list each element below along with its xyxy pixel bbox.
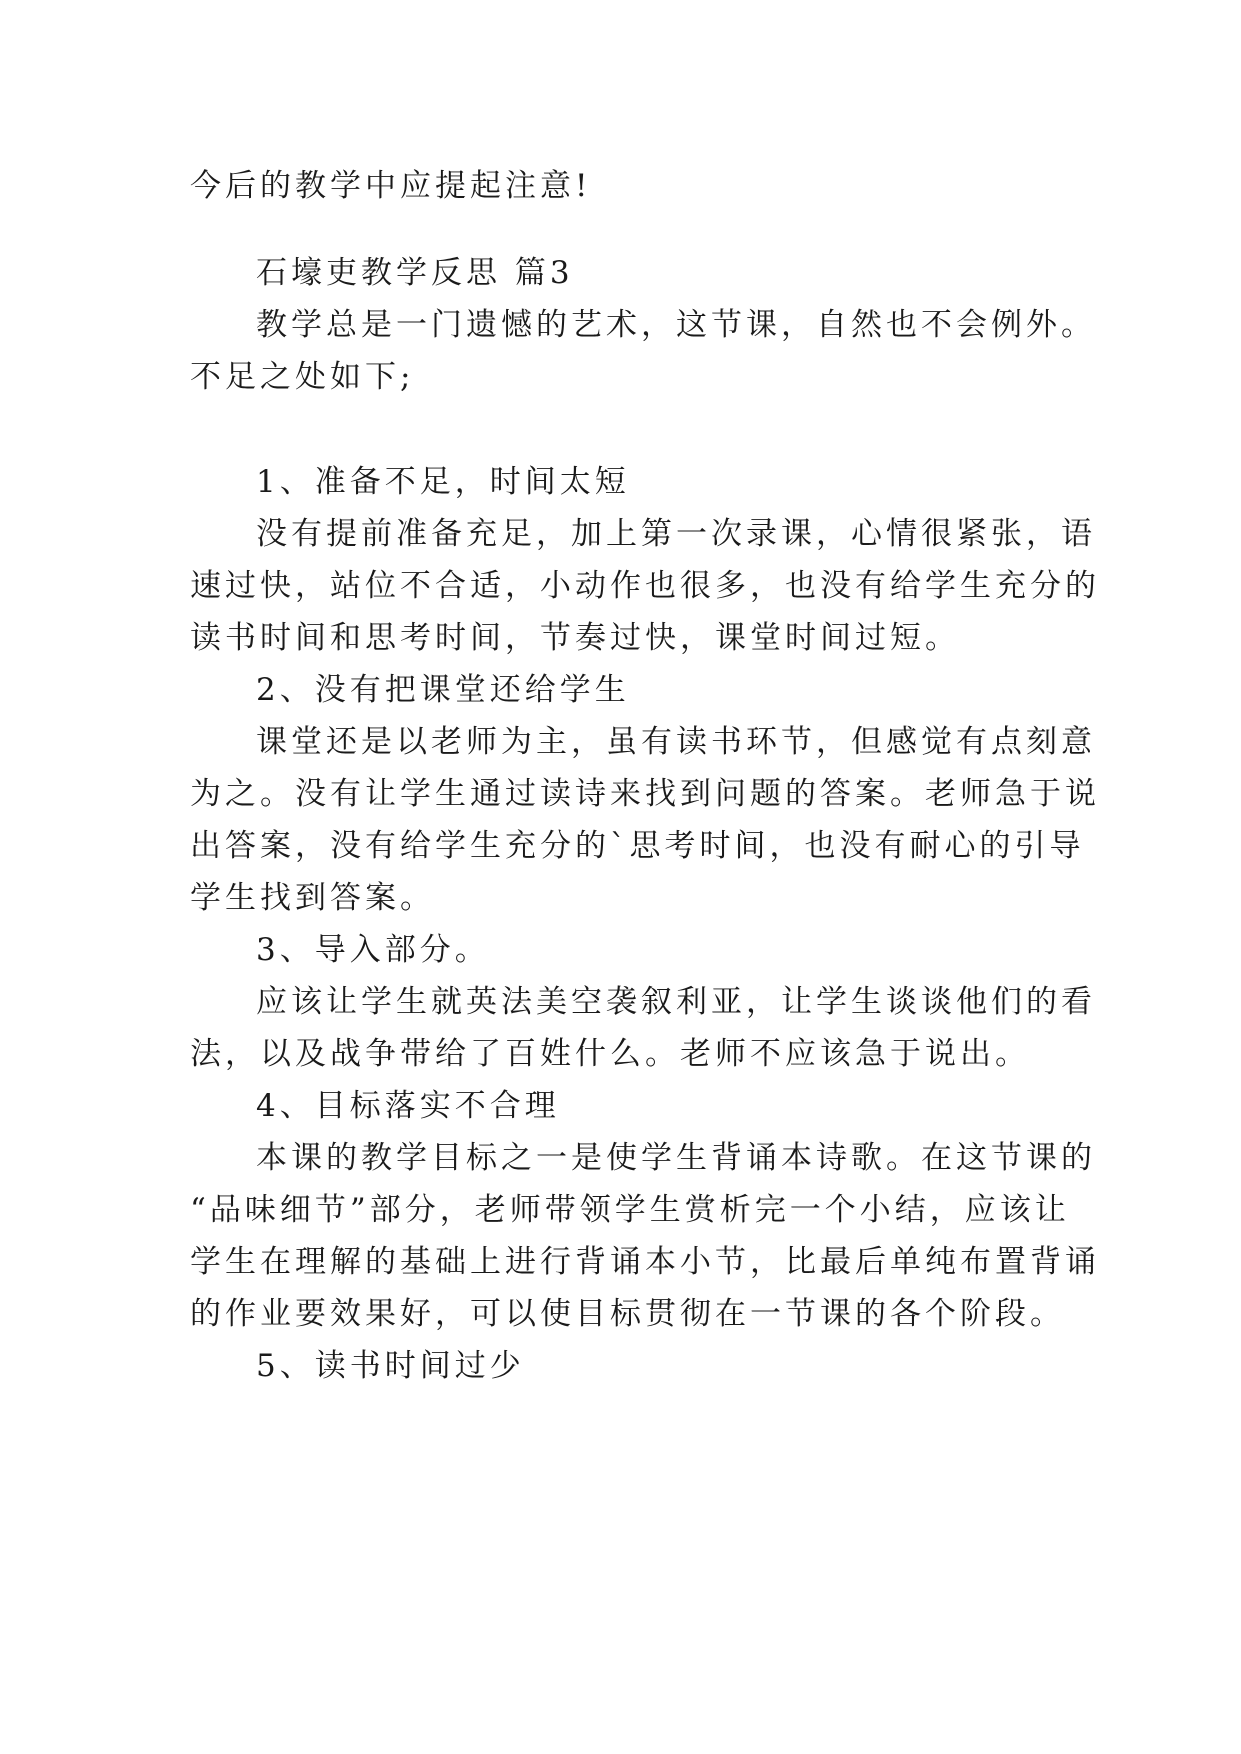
paragraph-line: 学生找到答案。: [190, 880, 435, 916]
paragraph-line: 教学总是一门遗憾的艺术，这节课，自然也不会例外。: [256, 307, 1096, 343]
item-heading: 1、准备不足，时间太短: [256, 464, 630, 500]
section-title: 石壕吏教学反思 篇3: [256, 255, 574, 291]
paragraph-line: 课堂还是以老师为主，虽有读书环节，但感觉有点刻意: [256, 724, 1096, 760]
item-heading: 5、读书时间过少: [256, 1348, 525, 1384]
paragraph-line: 读书时间和思考时间，节奏过快，课堂时间过短。: [190, 620, 960, 656]
paragraph-line: 出答案，没有给学生充分的`思考时间，也没有耐心的引导: [190, 828, 1085, 864]
paragraph-line: 学生在理解的基础上进行背诵本小节，比最后单纯布置背诵: [190, 1244, 1100, 1280]
paragraph-line: 本课的教学目标之一是使学生背诵本诗歌。在这节课的: [256, 1140, 1096, 1176]
paragraph-line: 速过快，站位不合适，小动作也很多，也没有给学生充分的: [190, 568, 1100, 604]
item-heading: 3、导入部分。: [256, 932, 490, 968]
paragraph-line: 今后的教学中应提起注意!: [190, 168, 592, 204]
paragraph-line: 不足之处如下;: [190, 359, 415, 395]
paragraph-line: 没有提前准备充足，加上第一次录课，心情很紧张，语: [256, 516, 1096, 552]
item-heading: 2、没有把课堂还给学生: [256, 672, 630, 708]
paragraph-line: 应该让学生就英法美空袭叙利亚，让学生谈谈他们的看: [256, 984, 1096, 1020]
item-heading: 4、目标落实不合理: [256, 1088, 560, 1124]
paragraph-line: 为之。没有让学生通过读诗来找到问题的答案。老师急于说: [190, 776, 1100, 812]
paragraph-line: 法，以及战争带给了百姓什么。老师不应该急于说出。: [190, 1036, 1030, 1072]
paragraph-line: 的作业要效果好，可以使目标贯彻在一节课的各个阶段。: [190, 1296, 1065, 1332]
paragraph-line: “品味细节”部分，老师带领学生赏析完一个小结，应该让: [190, 1192, 1070, 1228]
